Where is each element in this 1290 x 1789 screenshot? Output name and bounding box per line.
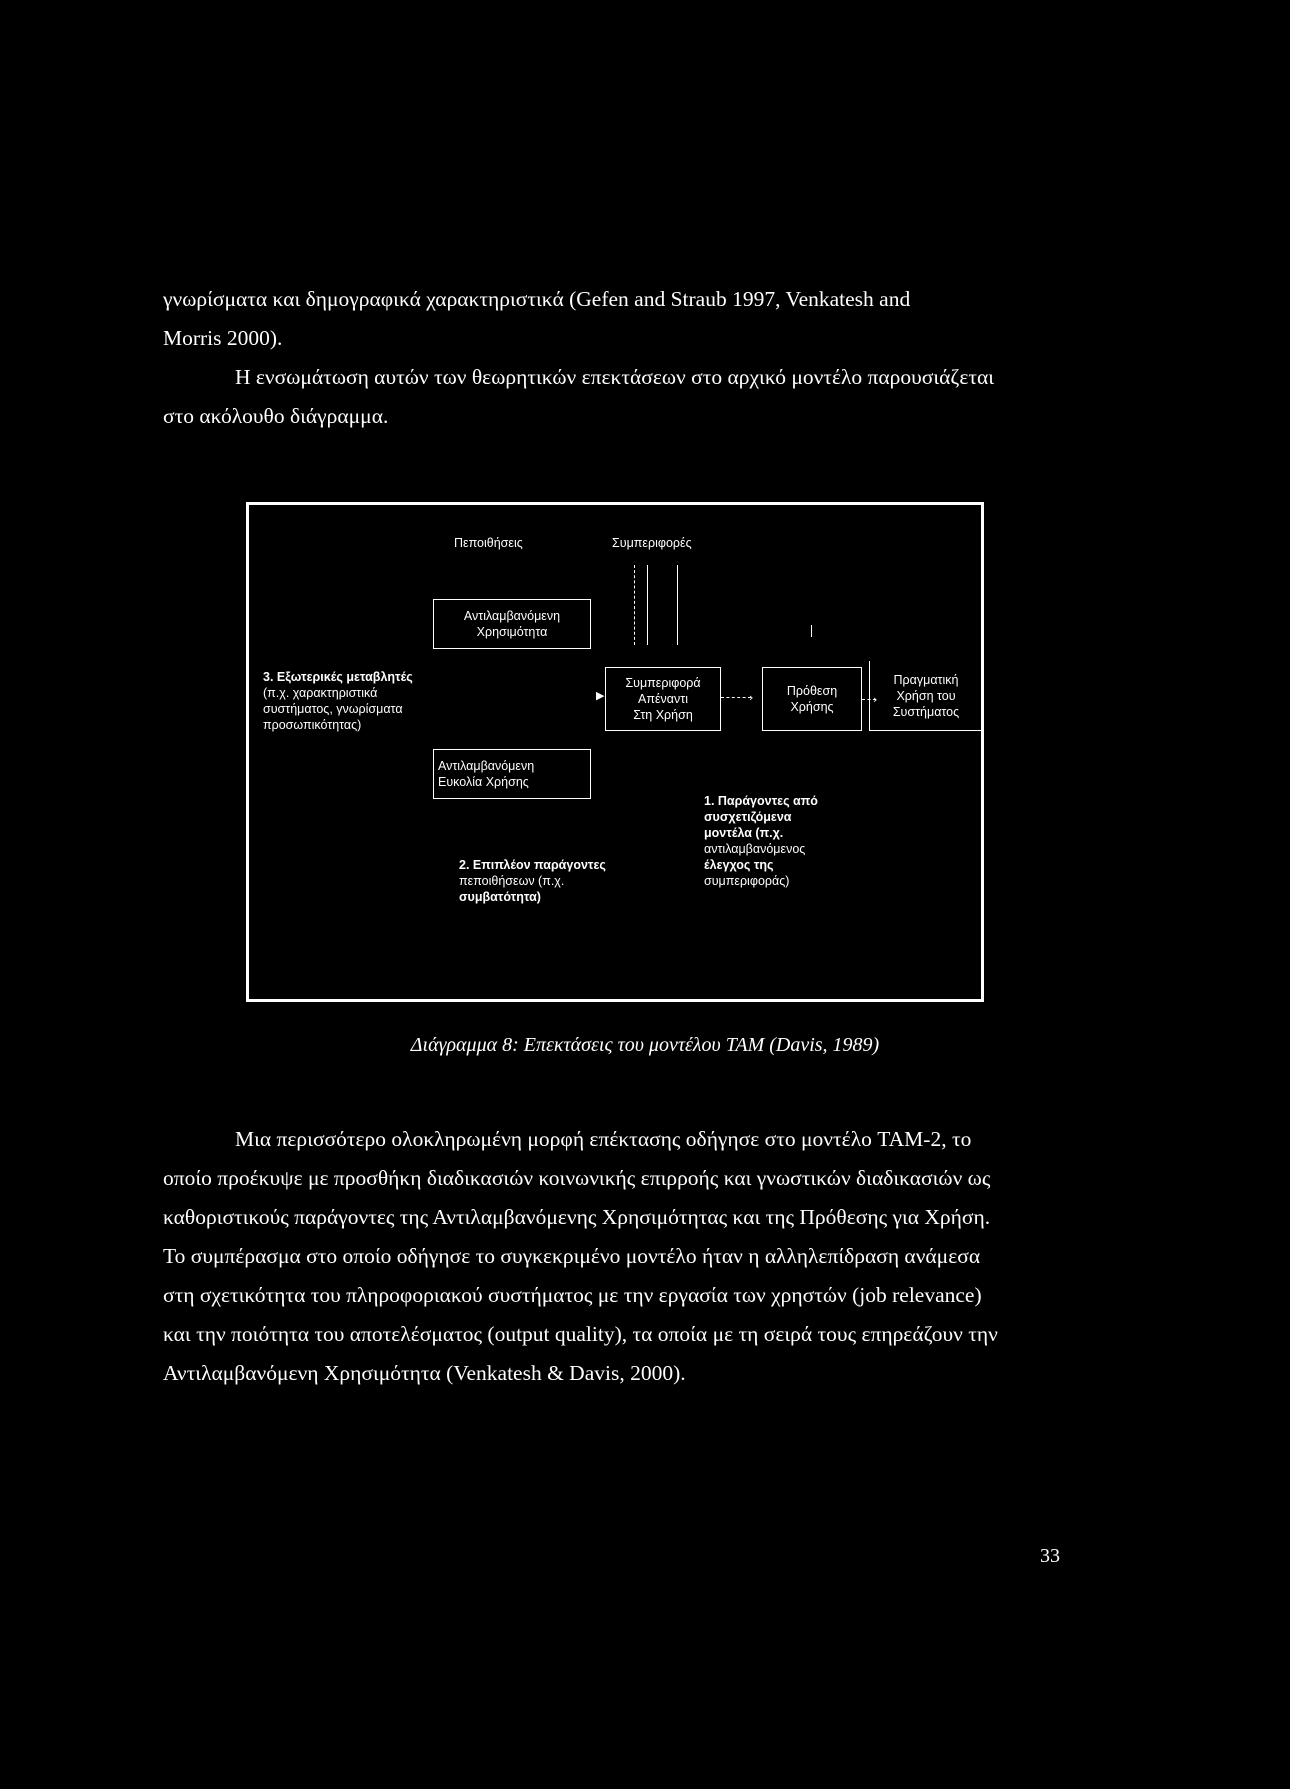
text-line: 1. Παράγοντες από bbox=[704, 794, 818, 808]
paragraph-tam2 bbox=[163, 1120, 1068, 1393]
paragraph-diagram-intro bbox=[163, 358, 1068, 436]
text-line: συμβατότητα) bbox=[459, 890, 541, 904]
box-label: Ευκολία Χρήσης bbox=[438, 775, 529, 789]
arrow-right-icon: › bbox=[749, 691, 754, 704]
connector-line bbox=[647, 565, 648, 645]
header-beliefs: Πεποιθήσεις bbox=[454, 536, 523, 550]
text-line: συσχετιζόμενα bbox=[704, 810, 792, 824]
tam-extension-diagram bbox=[246, 502, 984, 1002]
box-label: Πραγματική bbox=[893, 672, 959, 687]
perceived-ease-of-use-box bbox=[433, 749, 591, 799]
text-line: Το συμπέρασμα στο οποίο οδήγησε το συγκεκριμένο μοντέλο ήταν η αλληλεπίδραση ανάμεσα bbox=[163, 1244, 981, 1268]
box-label: Στη Χρήση bbox=[633, 708, 693, 722]
text-line: Μια περισσότερο ολοκληρωμένη μορφή επέκτασης οδήγησε στο μοντέλο TAM-2, το bbox=[235, 1127, 972, 1151]
text-line: συμπεριφοράς) bbox=[704, 874, 790, 888]
related-model-factors-label bbox=[704, 793, 818, 889]
text-line: και την ποιότητα του αποτελέσματος (output quality), τα οποία με τη σειρά τους επηρεάζουν την bbox=[163, 1322, 998, 1346]
text-line: Morris 2000). bbox=[163, 326, 283, 350]
perceived-usefulness-box bbox=[433, 599, 591, 649]
box-label: Αντιλαμβανόμενη bbox=[463, 609, 561, 623]
text-line: προσωπικότητας) bbox=[263, 718, 362, 732]
additional-belief-factors-label bbox=[459, 857, 606, 905]
text-line: στο ακόλουθο διάγραμμα. bbox=[163, 404, 389, 428]
box-label: Συμπεριφορά bbox=[625, 676, 701, 690]
text-line: πεποιθήσεων (π.χ. bbox=[459, 874, 565, 888]
box-label: Αντιλαμβανόμενη bbox=[438, 759, 535, 773]
text-line: καθοριστικούς παράγοντες της Αντιλαμβανόμενης Χρησιμότητας και της Πρόθεσης για Χρήση. bbox=[163, 1205, 991, 1229]
header-behaviors: Συμπεριφορές bbox=[612, 536, 692, 550]
intention-to-use-box bbox=[762, 667, 862, 731]
text-line: 3. Εξωτερικές μεταβλητές bbox=[263, 670, 413, 684]
box-label: Χρησιμότητα bbox=[476, 625, 548, 639]
box-label: Χρήση του bbox=[896, 688, 956, 703]
arrow-right-icon: › bbox=[873, 693, 878, 706]
external-variables-label bbox=[263, 669, 413, 733]
paragraph-intro bbox=[163, 280, 1068, 358]
box-label: Πρόθεση bbox=[786, 684, 838, 698]
text-line: Η ενσωμάτωση αυτών των θεωρητικών επεκτάσεων στο αρχικό μοντέλο παρουσιάζεται bbox=[235, 365, 995, 389]
text-line: μοντέλα (π.χ. bbox=[704, 826, 784, 840]
connector-line bbox=[811, 625, 812, 637]
text-line: γνωρίσματα και δημογραφικά χαρακτηριστικά (Gefen and Straub 1997, Venkatesh and bbox=[163, 287, 911, 311]
diagram-caption: Διάγραμμα 8: Επεκτάσεις του μοντέλου TAM (Davis, 1989) bbox=[410, 1034, 880, 1056]
actual-system-use-box bbox=[869, 661, 983, 731]
box-label: Χρήσης bbox=[790, 700, 834, 714]
connector-line bbox=[677, 565, 678, 645]
connector-line bbox=[721, 697, 751, 698]
box-label: Συστήματος bbox=[892, 704, 960, 719]
text-line: αντιλαμβανόμενος bbox=[704, 842, 806, 856]
text-line: Αντιλαμβανόμενη Χρησιμότητα (Venkatesh & Davis, 2000). bbox=[163, 1361, 686, 1385]
page-number: 33 bbox=[1040, 1545, 1060, 1567]
arrow-right-icon: ▶ bbox=[596, 689, 605, 702]
connector-line bbox=[634, 565, 635, 645]
attitude-toward-use-box bbox=[605, 667, 721, 731]
text-line: 2. Επιπλέον παράγοντες bbox=[459, 858, 606, 872]
text-line: οποίο προέκυψε με προσθήκη διαδικασιών κοινωνικής επιρροής και γνωστικών διαδικασιών ως bbox=[163, 1166, 991, 1190]
text-line: συστήματος, γνωρίσματα bbox=[263, 702, 403, 716]
text-line: έλεγχος της bbox=[704, 858, 774, 872]
text-line: στη σχετικότητα του πληροφοριακού συστήματος με την εργασία των χρηστών (job relevance) bbox=[163, 1283, 982, 1307]
box-label: Απέναντι bbox=[638, 692, 688, 706]
text-line: (π.χ. χαρακτηριστικά bbox=[263, 686, 378, 700]
